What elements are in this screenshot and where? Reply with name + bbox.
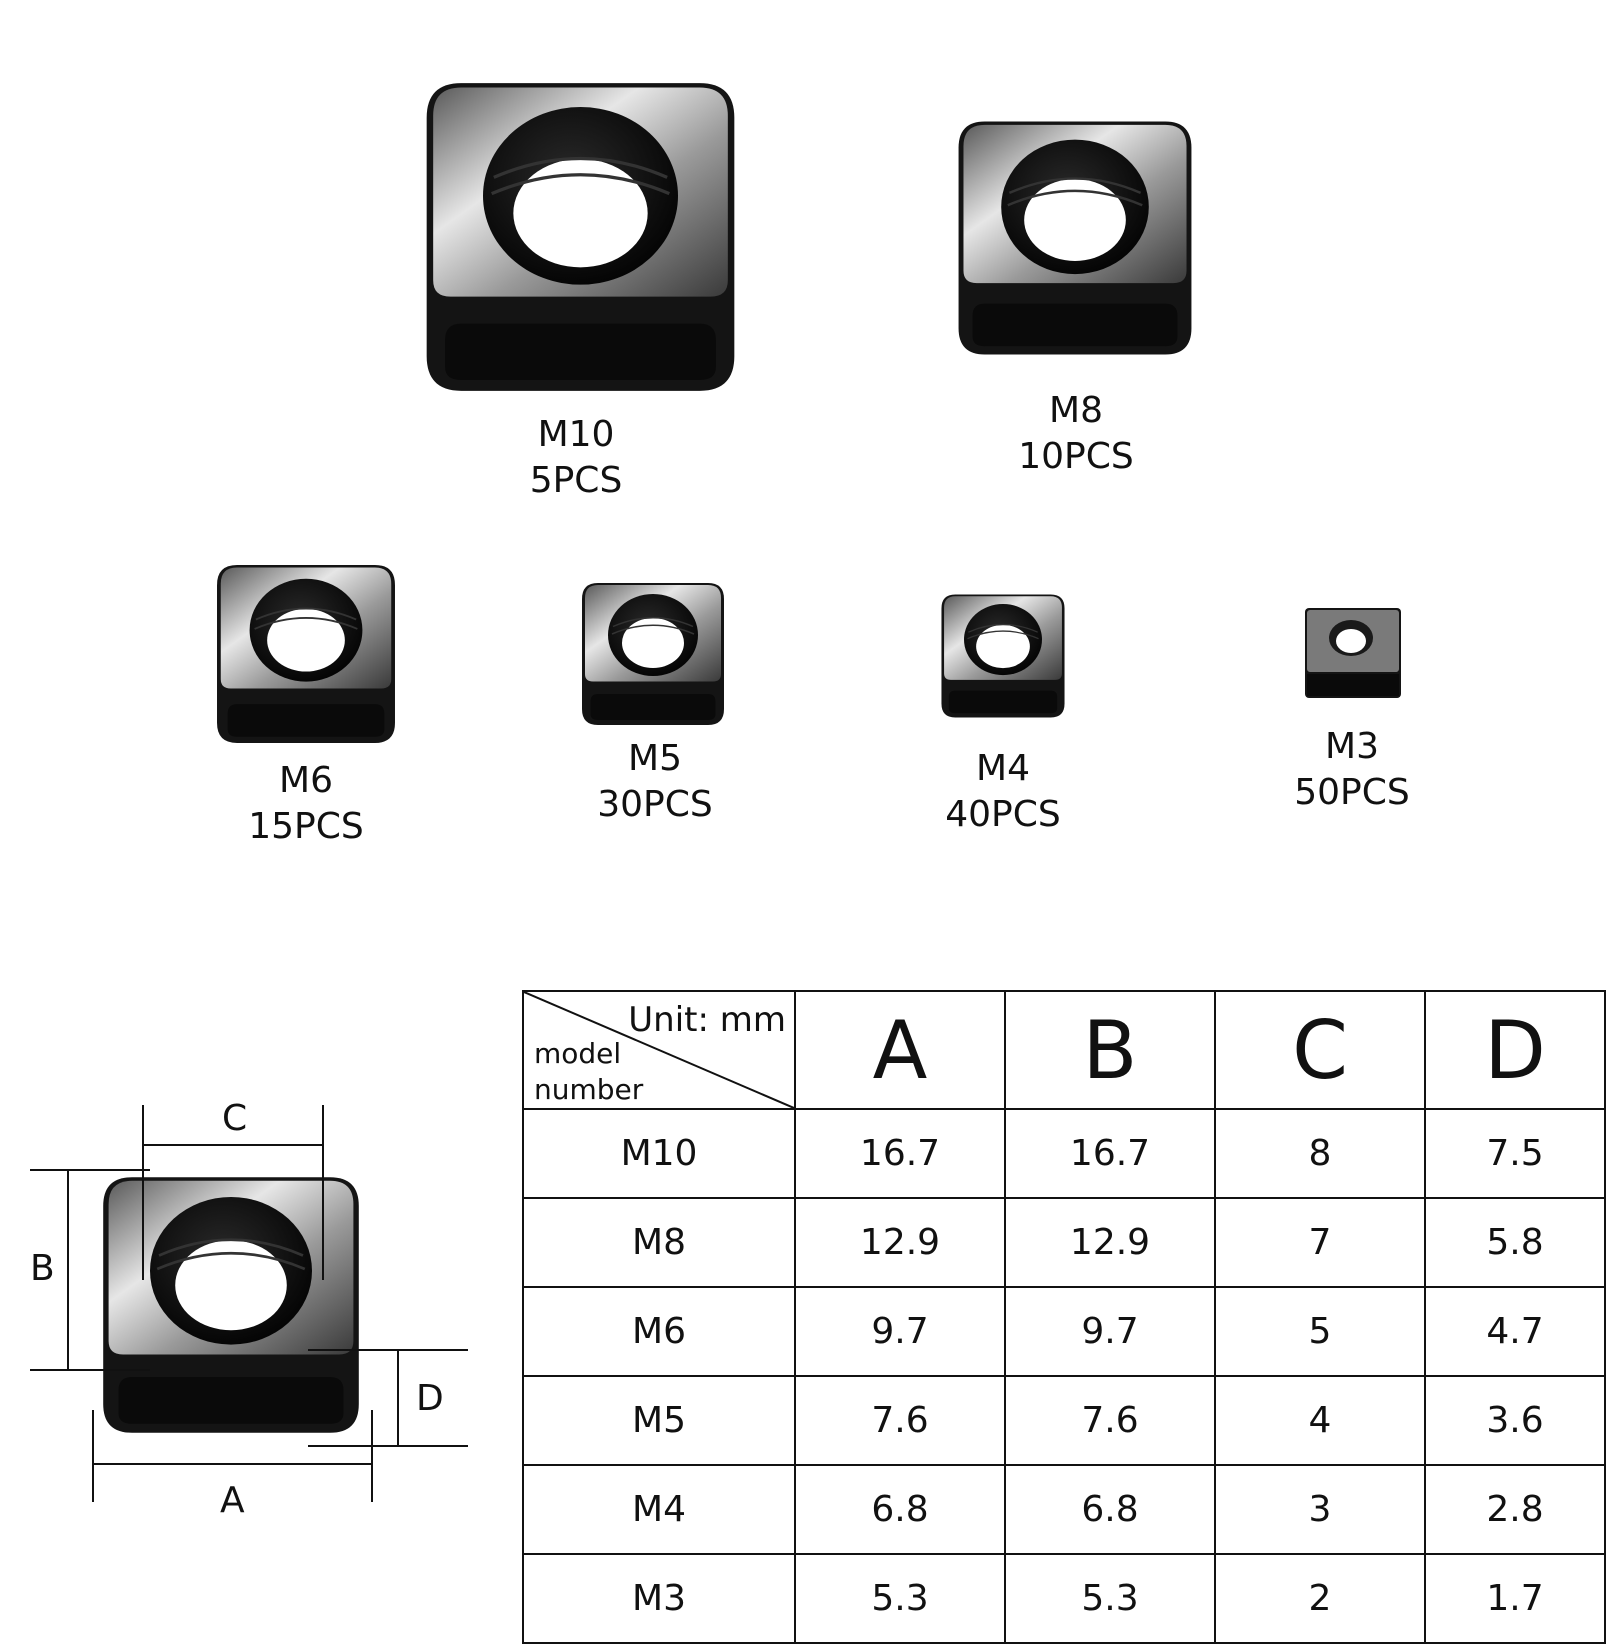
m10-qty: 5PCS [529,460,623,501]
m4-nut-image [938,590,1068,722]
row-model: M3 [523,1554,795,1643]
column-header-d: D [1425,991,1605,1109]
row-model: M6 [523,1287,795,1376]
row-model: M8 [523,1198,795,1287]
table-corner-cell [523,991,795,1109]
cell-d: 3.6 [1425,1376,1605,1465]
m8-nut-image [952,112,1198,364]
dimension-diagram [0,1070,480,1520]
column-header-c: C [1215,991,1425,1109]
m3-label [1252,724,1452,816]
spec-table [522,990,1606,1644]
m10-size: M10 [537,414,615,455]
m8-label [976,388,1176,480]
m10-nut-image [418,72,743,402]
cell-a: 12.9 [795,1198,1005,1287]
cell-b: 16.7 [1005,1109,1215,1198]
cell-b: 9.7 [1005,1287,1215,1376]
m10-label [476,412,676,504]
m5-qty: 30PCS [597,784,713,825]
cell-d: 2.8 [1425,1465,1605,1554]
row-model: M5 [523,1376,795,1465]
unit-label: Unit: mm [628,1000,786,1040]
m6-size: M6 [279,760,333,801]
cell-a: 7.6 [795,1376,1005,1465]
cell-d: 4.7 [1425,1287,1605,1376]
cell-c: 7 [1215,1198,1425,1287]
cell-b: 7.6 [1005,1376,1215,1465]
cell-c: 2 [1215,1554,1425,1643]
cell-b: 5.3 [1005,1554,1215,1643]
table-row [523,1198,1605,1287]
cell-a: 6.8 [795,1465,1005,1554]
model-label-line1: model [534,1037,622,1070]
column-header-b: B [1005,991,1215,1109]
table-row [523,1376,1605,1465]
m3-qty: 50PCS [1294,772,1410,813]
dim-label-d: D [416,1378,444,1419]
m5-size: M5 [628,738,682,779]
column-header-a: A [795,991,1005,1109]
m8-qty: 10PCS [1018,436,1134,477]
cell-c: 5 [1215,1287,1425,1376]
row-model: M10 [523,1109,795,1198]
cell-d: 5.8 [1425,1198,1605,1287]
table-row [523,1109,1605,1198]
m3-size: M3 [1325,726,1379,767]
cell-a: 9.7 [795,1287,1005,1376]
m3-nut-image [1303,606,1403,700]
table-row [523,1287,1605,1376]
m6-qty: 15PCS [248,806,364,847]
m8-size: M8 [1049,390,1103,431]
cell-c: 3 [1215,1465,1425,1554]
m4-size: M4 [976,748,1030,789]
table-row [523,1554,1605,1643]
cell-b: 12.9 [1005,1198,1215,1287]
model-label-line2: number [534,1073,644,1106]
m6-label [206,758,406,850]
m4-qty: 40PCS [945,794,1061,835]
table-header-row [523,991,1605,1109]
cell-c: 4 [1215,1376,1425,1465]
row-model: M4 [523,1465,795,1554]
model-number-label [534,1036,643,1108]
dim-label-b: B [30,1248,55,1289]
cell-d: 1.7 [1425,1554,1605,1643]
cell-a: 16.7 [795,1109,1005,1198]
dim-label-c: C [222,1098,248,1139]
cell-b: 6.8 [1005,1465,1215,1554]
m4-label [903,746,1103,838]
table-row [523,1465,1605,1554]
cell-a: 5.3 [795,1554,1005,1643]
m6-nut-image [212,558,400,750]
dim-label-a: A [220,1480,245,1521]
m5-label [555,736,755,828]
cell-d: 7.5 [1425,1109,1605,1198]
m5-nut-image [578,578,728,730]
cell-c: 8 [1215,1109,1425,1198]
